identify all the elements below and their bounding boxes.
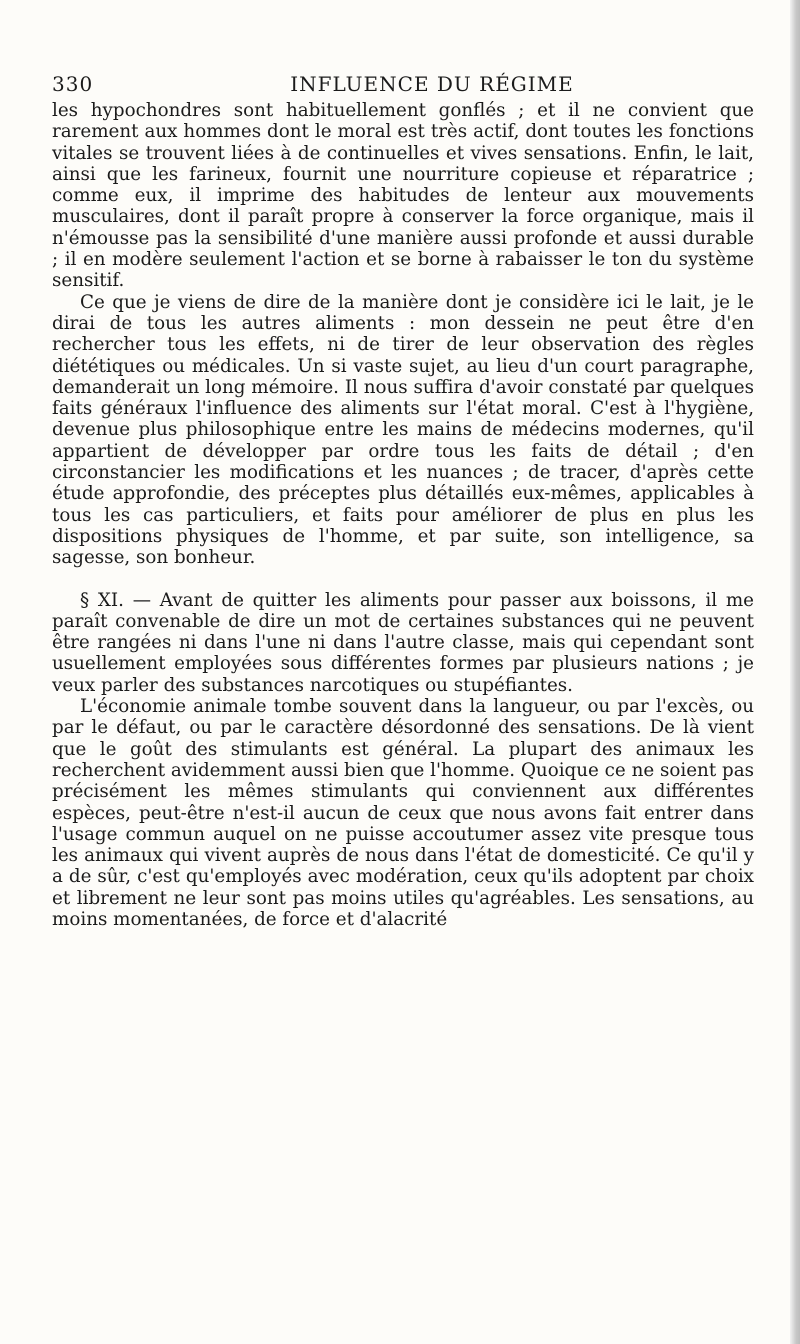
running-title: INFLUENCE DU RÉGIME — [290, 72, 574, 96]
paragraph: Ce que je viens de dire de la manière dont je considère ici le lait, je le dirai de tous les autres aliments : mon dessein ne peut être d'en rechercher tous les effets, ni de tirer de leur observation des règles diététiques ou médicales. Un si vaste sujet, au lieu d'un court paragraphe, demanderait un long mémoire. Il nous suffira d'avoir constaté par quelques faits généraux l'influence des aliments sur l'état moral. C'est à l'hygiène, devenue plus philosophique entre les mains de médecins modernes, qu'il appartient de développer par ordre tous les faits de détail ; d'en circonstancier les modifications et les nuances ; de tracer, d'après cette étude approfondie, des préceptes plus détaillés eux-mêmes, applicables à tous les cas particuliers, et faits pour améliorer de plus en plus les dispositions physiques de l'homme, et par suite, son intelligence, sa sagesse, son bonheur. — [52, 291, 754, 569]
page-number: 330 — [52, 72, 94, 96]
page-header — [52, 72, 752, 98]
section-paragraph: § XI. — Avant de quitter les aliments pour passer aux boissons, il me paraît convenable de dire un mot de certaines substances qui ne peuvent être rangées ni dans l'une ni dans l'autre classe, mais qui cependant sont usuellement employées sous différentes formes par plusieurs nations ; je veux parler des substances narcotiques ou stupéfiantes. — [52, 589, 754, 696]
page-edge-shadow — [790, 0, 800, 1344]
body-text — [52, 100, 754, 930]
paragraph: L'économie animale tombe souvent dans la langueur, ou par l'excès, ou par le défaut, ou par le caractère désordonné des sensations. De là vient que le goût des stimulants est général. La plupart des animaux les recherchent avidemment aussi bien que l'homme. Quoique ce ne soient pas précisément les mêmes stimulants qui conviennent aux différentes espèces, peut-être n'est-il aucun de ceux que nous avons fait entrer dans l'usage commun auquel on ne puisse accoutumer assez vite presque tous les animaux qui vivent auprès de nous dans l'état de domesticité. Ce qu'il y a de sûr, c'est qu'employés avec modération, ceux qu'ils adoptent par choix et librement ne leur sont pas moins utiles qu'agréables. Les sensations, au moins momentanées, de force et d'alacrité — [52, 696, 754, 930]
paragraph-continuation: les hypochondres sont habituellement gonflés ; et il ne convient que rarement aux hommes dont le moral est très actif, dont toutes les fonctions vitales se trouvent liées à de continuelles et vives sensations. Enfin, le lait, ainsi que les farineux, fournit une nourriture copieuse et réparatrice ; comme eux, il imprime des habitudes de lenteur aux mouvements musculaires, dont il paraît propre à conserver la force organique, mais il n'émousse pas la sensibilité d'une manière aussi profonde et aussi durable ; il en modère seulement l'action et se borne à rabaisser le ton du système sensitif. — [52, 100, 754, 292]
